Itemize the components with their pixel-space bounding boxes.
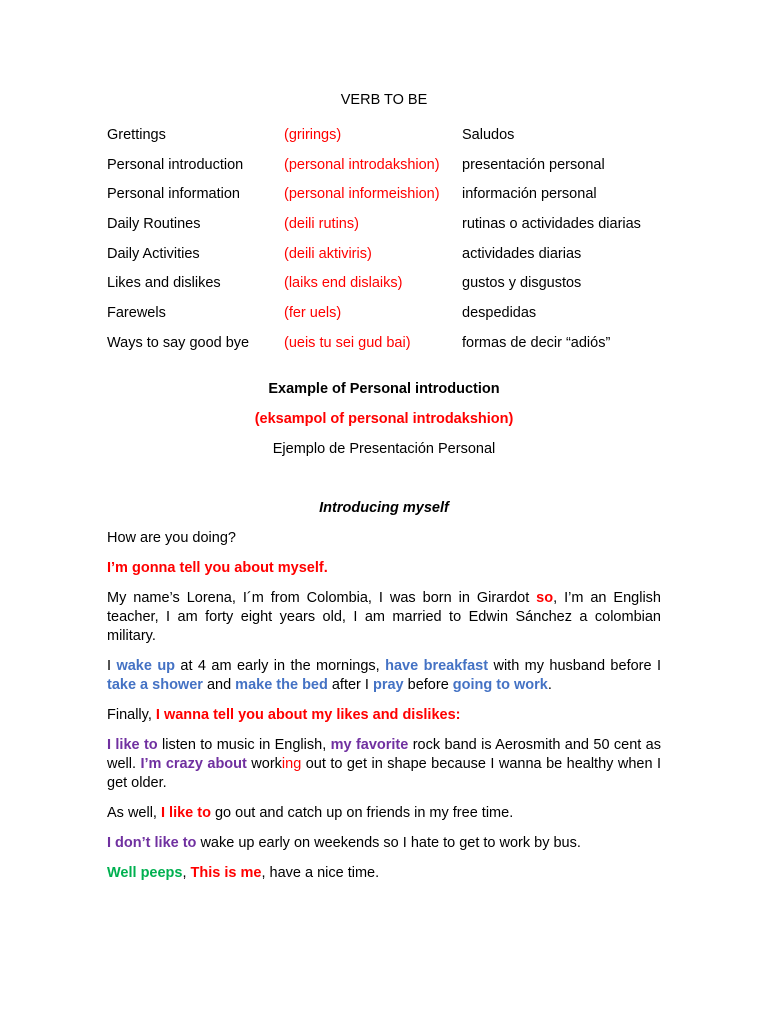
document-title: VERB TO BE: [340, 92, 428, 108]
vocab-english: Daily Routines: [107, 215, 201, 232]
text-span: Finally,: [107, 706, 156, 723]
vocabulary-row: [107, 268, 641, 298]
highlight-i-like-to-2: I like to: [161, 804, 211, 821]
vocab-english: Personal introduction: [107, 156, 244, 173]
vocab-spanish: actividades diarias: [462, 245, 582, 262]
text-span: rock band is Aerosmith and 50 cent as well.: [107, 736, 661, 772]
vocab-spanish: información personal: [462, 186, 597, 203]
highlight-make-bed: make the bed: [235, 676, 328, 693]
text-span: ,: [182, 864, 191, 881]
highlight-so: so: [536, 589, 554, 606]
text-span: after I: [327, 676, 373, 693]
vocab-pronunciation: (deili aktiviris): [284, 245, 372, 262]
paragraph-finally: [107, 706, 661, 725]
highlight-wake-up: wake up: [116, 657, 176, 674]
vocab-spanish: Saludos: [462, 126, 515, 143]
vocab-pronunciation: (fer uels): [284, 304, 342, 321]
highlight-crazy-about: I’m crazy about: [140, 755, 247, 772]
vocab-pronunciation: (grirings): [284, 126, 342, 143]
vocabulary-row: [107, 298, 641, 328]
vocab-english: Likes and dislikes: [107, 275, 221, 292]
text-span: My name’s Lorena, I´m from Colombia, I was born in Girardot: [107, 589, 537, 606]
vocab-spanish: presentación personal: [462, 156, 605, 173]
vocab-pronunciation: (ueis tu sei gud bai): [284, 334, 411, 351]
vocabulary-row: [107, 239, 641, 269]
text-span: out to get in shape because I wanna be healthy when I get older.: [107, 755, 661, 791]
vocab-english: Grettings: [107, 126, 166, 143]
text-span: go out and catch up on friends in my free time.: [210, 804, 514, 821]
vocab-spanish: despedidas: [462, 304, 537, 321]
paragraph-likes: [107, 736, 661, 793]
vocab-english: Ways to say good bye: [107, 334, 250, 351]
paragraph-closing: [107, 864, 661, 883]
highlight-i-like-to: I like to: [107, 736, 158, 753]
text-span: I: [107, 657, 117, 674]
text-span: work: [246, 755, 282, 772]
text-span: , I’m an English teacher, I am forty eight years old, I am married to Edwin Sánchez a colombian military.: [107, 589, 661, 644]
text-span: at 4 am early in the mornings,: [175, 657, 386, 674]
paragraph-greeting: How are you doing?: [107, 529, 236, 546]
vocabulary-table-body: [107, 120, 641, 358]
vocab-english: Daily Activities: [107, 245, 200, 262]
vocabulary-row: [107, 209, 641, 239]
highlight-this-is-me: This is me: [190, 864, 262, 881]
vocab-english: Farewels: [107, 304, 166, 321]
text-span: wake up early on weekends so I hate to get to work by bus.: [196, 834, 581, 851]
text-span: As well,: [107, 804, 161, 821]
document-page: [107, 90, 661, 883]
highlight-have-breakfast: have breakfast: [385, 657, 489, 674]
highlight-ing: ing: [281, 755, 302, 772]
text-span: before: [403, 676, 453, 693]
vocabulary-row: [107, 150, 641, 180]
highlight-dont-like-to: I don’t like to: [107, 834, 197, 851]
vocabulary-row: [107, 328, 641, 358]
introduction-subtitle: Introducing myself: [319, 499, 449, 516]
vocabulary-row: [107, 120, 641, 150]
vocab-spanish: formas de decir “adiós”: [462, 334, 611, 351]
vocab-spanish: gustos y disgustos: [462, 275, 582, 292]
vocab-pronunciation: (deili rutins): [284, 215, 359, 232]
text-span: with my husband before I: [488, 657, 661, 674]
example-pronunciation: (eksampol of personal introdakshion): [254, 410, 514, 427]
highlight-likes-dislikes: I wanna tell you about my likes and dislikes:: [155, 706, 461, 723]
vocabulary-row: [107, 179, 641, 209]
highlight-well-peeps: Well peeps: [107, 864, 183, 881]
highlight-going-to-work: going to work: [452, 676, 548, 693]
example-spanish: Ejemplo de Presentación Personal: [272, 440, 496, 457]
paragraph-routine: [107, 657, 661, 695]
vocab-spanish: rutinas o actividades diarias: [462, 215, 641, 232]
highlight-take-shower: take a shower: [107, 676, 203, 693]
highlight-pray: pray: [372, 676, 404, 693]
paragraph-intro-line: I’m gonna tell you about myself.: [107, 559, 328, 576]
paragraph-dislikes: [107, 834, 661, 853]
highlight-my-favorite: my favorite: [330, 736, 409, 753]
text-span: listen to music in English,: [157, 736, 331, 753]
vocab-pronunciation: (personal informeishion): [284, 186, 440, 203]
text-span: .: [547, 676, 552, 693]
vocab-english: Personal information: [107, 186, 240, 203]
vocab-pronunciation: (laiks end dislaiks): [284, 275, 403, 292]
text-span: , have a nice time.: [261, 864, 380, 881]
paragraph-as-well: [107, 804, 661, 823]
text-span: and: [202, 676, 236, 693]
vocabulary-table: [107, 120, 641, 358]
paragraph-about-me: [107, 589, 661, 646]
example-heading: Example of Personal introduction: [268, 380, 500, 397]
vocab-pronunciation: (personal introdakshion): [284, 156, 440, 173]
